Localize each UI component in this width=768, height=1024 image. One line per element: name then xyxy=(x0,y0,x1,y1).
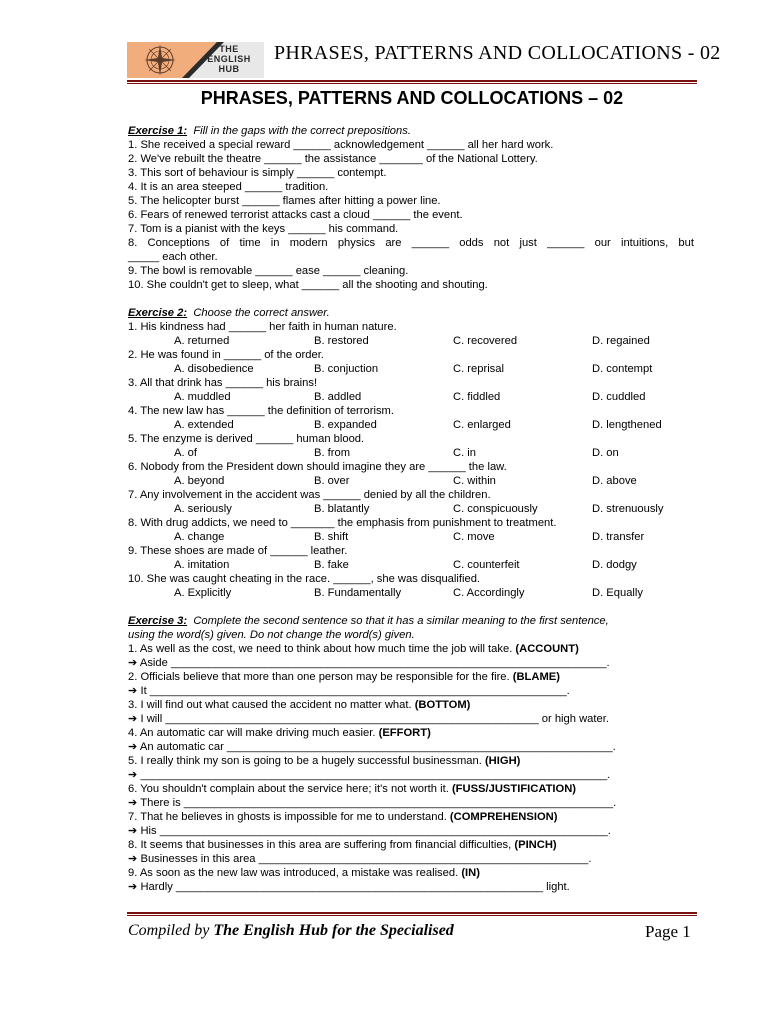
option-c: C. conspicuously xyxy=(453,503,538,515)
option-d: D. Equally xyxy=(592,587,643,599)
ex3-keyword: (BOTTOM) xyxy=(414,699,471,711)
option-a: A. disobedience xyxy=(174,363,254,375)
ex2-options xyxy=(128,418,694,432)
option-c: C. recovered xyxy=(453,335,518,347)
document-title: PHRASES, PATTERNS AND COLLOCATIONS – 02 xyxy=(200,88,624,108)
logo-line-3: HUB xyxy=(218,64,240,74)
option-b: B. addled xyxy=(314,391,362,403)
option-c: C. enlarged xyxy=(453,419,511,431)
exercise-3-heading xyxy=(128,614,694,628)
ex3-sentence xyxy=(128,670,694,684)
ex3-keyword: (COMPREHENSION) xyxy=(449,811,558,823)
logo-text xyxy=(199,44,259,74)
exercise-2-heading xyxy=(128,306,694,320)
exercise-instruction: Fill in the gaps with the correct prepositions. xyxy=(193,125,411,137)
ex3-prompt: 1. As well as the cost, we need to think about how much time the job will take. xyxy=(128,643,516,655)
ex2-options xyxy=(128,474,694,488)
footer-credit xyxy=(128,922,454,940)
ex3-prompt: 3. I will find out what caused the accident no matter what. xyxy=(128,699,415,711)
option-d: D. lengthened xyxy=(592,419,662,431)
option-c: C. Accordingly xyxy=(453,587,525,599)
ex3-rewrite-line: ➔ His ________________________________________________________________________. xyxy=(128,825,611,837)
option-b: B. fake xyxy=(314,559,349,571)
ex1-item: 8. Conceptions of time in modern physics are ______ odds not just ______ our intuitions, but xyxy=(128,237,694,249)
ex3-rewrite-line: ➔ An automatic car ______________________________________________________________. xyxy=(128,741,616,753)
ex3-prompt: 5. I really think my son is going to be a hugely successful businessman. xyxy=(128,755,485,767)
ex3-prompt: 7. That he believes in ghosts is impossible for me to understand. xyxy=(128,811,450,823)
page-number: Page 1 xyxy=(645,922,691,941)
ex1-item: 1. She received a special reward ______ acknowledgement ______ all her hard work. xyxy=(128,139,554,151)
exercise-1-heading xyxy=(128,124,694,138)
ex2-options xyxy=(128,502,694,516)
exercise-label: Exercise 1: xyxy=(128,125,188,137)
ex1-item: 9. The bowl is removable ______ ease ______ cleaning. xyxy=(128,265,409,277)
option-d: D. contempt xyxy=(592,363,653,375)
option-d: D. dodgy xyxy=(592,559,637,571)
option-a: A. seriously xyxy=(174,503,232,515)
ex3-sentence xyxy=(128,726,694,740)
footer-compiled-by: Compiled by xyxy=(128,922,214,939)
exercise-instruction: Complete the second sentence so that it has a similar meaning to the first sentence, xyxy=(193,615,609,627)
footer-compiler: The English Hub for the Specialised xyxy=(213,922,454,939)
spacer xyxy=(128,600,694,614)
ex2-question: 2. He was found in ______ of the order. xyxy=(128,349,324,361)
ex3-rewrite-line: ➔ ___________________________________________________________________________. xyxy=(128,769,611,781)
option-c: C. within xyxy=(453,475,496,487)
ex3-sentence xyxy=(128,754,694,768)
ex3-sentence xyxy=(128,782,694,796)
ex3-sentence xyxy=(128,838,694,852)
ex2-options xyxy=(128,586,694,600)
ex2-question-list xyxy=(128,320,694,600)
ex1-item: 6. Fears of renewed terrorist attacks cast a cloud ______ the event. xyxy=(128,209,463,221)
exercise-label: Exercise 2: xyxy=(128,307,188,319)
ex3-rewrite-line: ➔ I will ____________________________________________________________ or high water. xyxy=(128,713,609,725)
logo xyxy=(127,42,264,78)
option-a: A. change xyxy=(174,531,225,543)
ex2-options xyxy=(128,362,694,376)
option-d: D. above xyxy=(592,475,637,487)
ex1-item: 3. This sort of behaviour is simply ______ contempt. xyxy=(128,167,387,179)
ex3-rewrite-line: ➔ Hardly ___________________________________________________________ light. xyxy=(128,881,570,893)
header-rule xyxy=(127,80,697,82)
footer-rule-thin xyxy=(127,915,697,916)
ex2-options xyxy=(128,390,694,404)
ex2-question: 4. The new law has ______ the definition of terrorism. xyxy=(128,405,394,417)
option-b: B. restored xyxy=(314,335,369,347)
ex3-keyword: (FUSS/JUSTIFICATION) xyxy=(451,783,577,795)
exercise-instruction: Choose the correct answer. xyxy=(193,307,330,319)
ex3-prompt: 2. Officials believe that more than one person may be responsible for the fire. xyxy=(128,671,513,683)
option-b: B. expanded xyxy=(314,419,377,431)
ex2-question: 3. All that drink has ______ his brains! xyxy=(128,377,318,389)
ex3-sentence xyxy=(128,642,694,656)
option-c: C. reprisal xyxy=(453,363,504,375)
ex1-item-continued: _____ each other. xyxy=(128,251,218,263)
option-b: B. blatantly xyxy=(314,503,370,515)
option-a: A. of xyxy=(174,447,198,459)
running-header-title: PHRASES, PATTERNS AND COLLOCATIONS - 02 xyxy=(274,42,721,64)
ex3-prompt: 9. As soon as the new law was introduced, a mistake was realised. xyxy=(128,867,462,879)
option-d: D. regained xyxy=(592,335,650,347)
option-d: D. on xyxy=(592,447,619,459)
ex3-rewrite-line: ➔ There is _____________________________________________________________________. xyxy=(128,797,617,809)
option-d: D. transfer xyxy=(592,531,645,543)
option-a: A. returned xyxy=(174,335,230,347)
ex3-prompt: 4. An automatic car will make driving much easier. xyxy=(128,727,379,739)
ex2-question: 9. These shoes are made of ______ leather. xyxy=(128,545,348,557)
exercise-label: Exercise 3: xyxy=(128,615,188,627)
logo-line-2: ENGLISH xyxy=(207,54,251,64)
ex2-question: 10. She was caught cheating in the race. ______, she was disqualified. xyxy=(128,573,481,585)
ex3-sentence xyxy=(128,810,694,824)
option-b: B. over xyxy=(314,475,350,487)
ex2-question: 8. With drug addicts, we need to _______ the emphasis from punishment to treatment. xyxy=(128,517,557,529)
option-c: C. counterfeit xyxy=(453,559,520,571)
ex1-item: 7. Tom is a pianist with the keys ______ his command. xyxy=(128,223,399,235)
ex2-question: 5. The enzyme is derived ______ human blood. xyxy=(128,433,365,445)
ex1-item: 10. She couldn't get to sleep, what ______ all the shooting and shouting. xyxy=(128,279,488,291)
option-d: D. strenuously xyxy=(592,503,664,515)
header-rule-thin xyxy=(127,83,697,84)
ex3-keyword: (BLAME) xyxy=(512,671,560,683)
option-b: B. conjuction xyxy=(314,363,379,375)
ex2-question: 7. Any involvement in the accident was ______ denied by all the children. xyxy=(128,489,491,501)
logo-line-1: THE xyxy=(219,44,239,54)
ex3-keyword: (ACCOUNT) xyxy=(515,643,579,655)
option-a: A. extended xyxy=(174,419,234,431)
ex3-keyword: (IN) xyxy=(461,867,480,879)
footer-rule xyxy=(127,912,697,914)
ex3-item-list xyxy=(128,642,694,894)
ex3-keyword: (EFFORT) xyxy=(378,727,431,739)
ex1-item: 4. It is an area steeped ______ tradition. xyxy=(128,181,329,193)
ex2-options xyxy=(128,558,694,572)
page-header xyxy=(0,0,768,90)
ex3-sentence xyxy=(128,698,694,712)
option-b: B. Fundamentally xyxy=(314,587,402,599)
option-a: A. muddled xyxy=(174,391,231,403)
ex3-rewrite-line: ➔ It ___________________________________________________________________. xyxy=(128,685,570,697)
spacer xyxy=(128,292,694,306)
ex2-options xyxy=(128,334,694,348)
ex2-options xyxy=(128,446,694,460)
ex3-prompt: 6. You shouldn't complain about the service here; it's not worth it. xyxy=(128,783,452,795)
ex2-question: 1. His kindness had ______ her faith in human nature. xyxy=(128,321,397,333)
option-c: C. fiddled xyxy=(453,391,501,403)
ex3-rewrite-line: ➔ Businesses in this area _____________________________________________________. xyxy=(128,853,592,865)
option-b: B. from xyxy=(314,447,351,459)
option-b: B. shift xyxy=(314,531,349,543)
ex3-sentence xyxy=(128,866,694,880)
option-d: D. cuddled xyxy=(592,391,646,403)
option-a: A. Explicitly xyxy=(174,587,232,599)
option-c: C. in xyxy=(453,447,477,459)
exercise-instruction-continued: using the word(s) given. Do not change the word(s) given. xyxy=(128,629,415,641)
ex3-rewrite-line: ➔ Aside ______________________________________________________________________. xyxy=(128,657,610,669)
ex2-options xyxy=(128,530,694,544)
worksheet-body xyxy=(128,124,694,894)
ex3-keyword: (HIGH) xyxy=(484,755,521,767)
ex3-keyword: (PINCH) xyxy=(514,839,557,851)
ex3-prompt: 8. It seems that businesses in this area are suffering from financial difficulties, xyxy=(128,839,515,851)
option-c: C. move xyxy=(453,531,495,543)
ex2-question: 6. Nobody from the President down should imagine they are ______ the law. xyxy=(128,461,507,473)
ex1-item: 2. We've rebuilt the theatre ______ the assistance _______ of the National Lottery. xyxy=(128,153,538,165)
option-a: A. imitation xyxy=(174,559,230,571)
option-a: A. beyond xyxy=(174,475,225,487)
ex1-item: 5. The helicopter burst ______ flames after hitting a power line. xyxy=(128,195,441,207)
